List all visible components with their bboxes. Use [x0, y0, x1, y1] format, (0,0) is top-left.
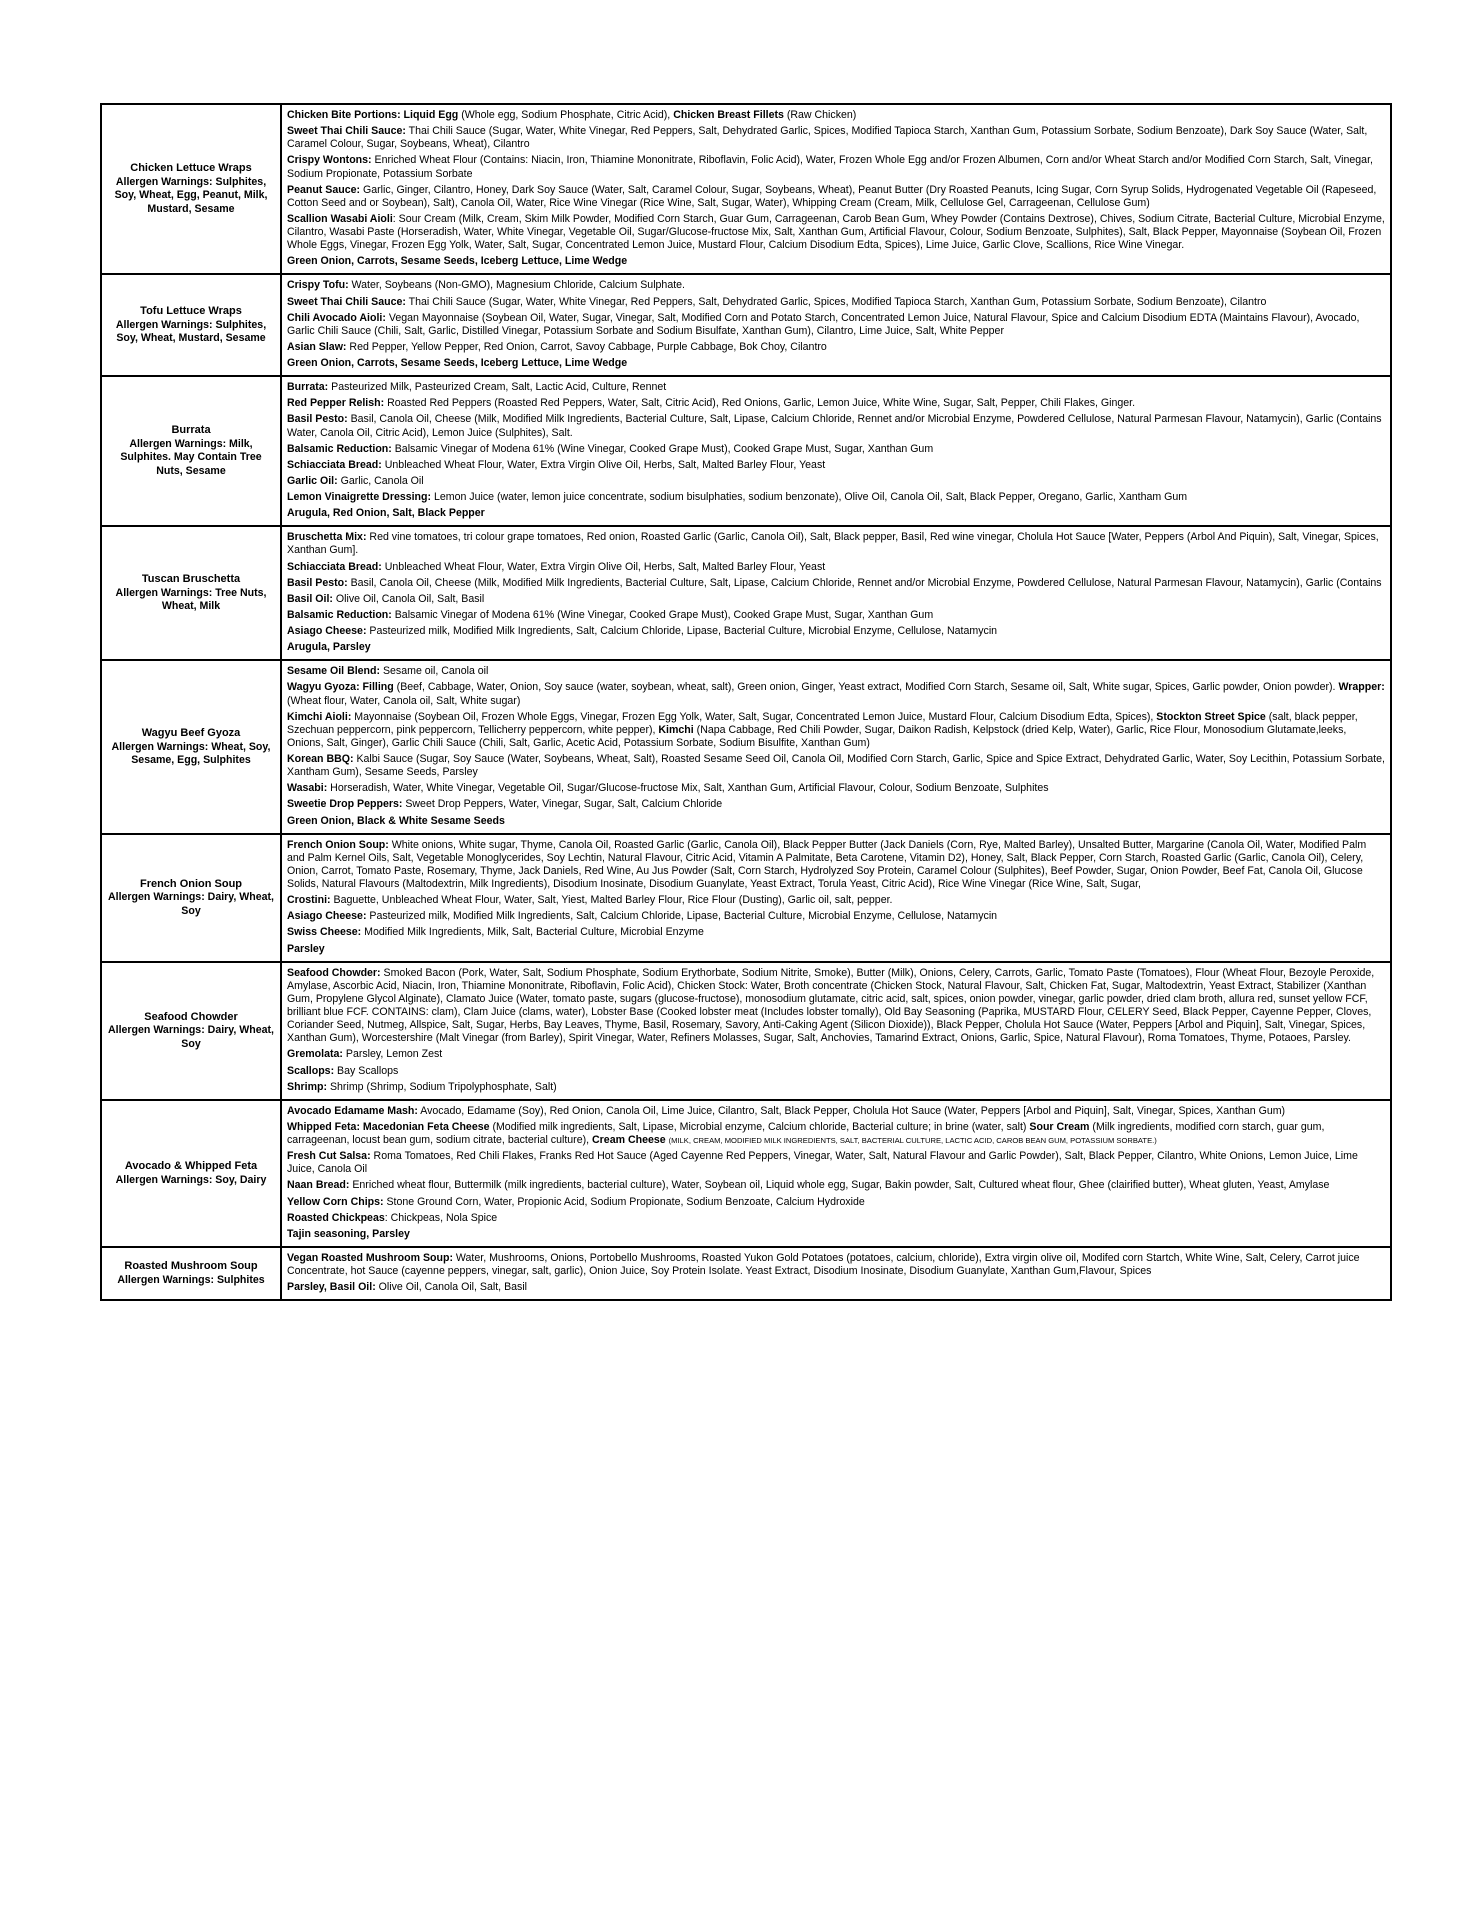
ingredient-label: Asiago Cheese:: [287, 910, 367, 923]
ingredient-label: French Onion Soup:: [287, 838, 389, 851]
ingredient-text: (MILK, CREAM, MODIFIED MILK INGREDIENTS, SALT, BACTERIAL CULTURE, LACTIC ACID, CAROB BEAN GUM, POTASSIUM SORBATE.): [668, 1136, 1157, 1145]
ingredient-entry: [287, 1150, 1385, 1176]
allergen-warnings: Allergen Warnings: Sulphites: [117, 1273, 265, 1286]
ingredients-cell: [281, 834, 1391, 962]
ingredient-entry: [287, 593, 1385, 606]
ingredient-label: Green Onion, Carrots, Sesame Seeds, Iceberg Lettuce, Lime Wedge: [287, 255, 628, 268]
ingredient-text: Balsamic Vinegar of Modena 61% (Wine Vinegar, Cooked Grape Must), Cooked Grape Must, Sugar, Xanthan Gum: [391, 608, 934, 621]
dish-name: Roasted Mushroom Soup: [124, 1260, 258, 1273]
ingredient-label: Seafood Chowder:: [287, 966, 381, 979]
ingredient-label: Sour Cream: [1029, 1120, 1090, 1133]
ingredient-text: Unbleached Wheat Flour, Water, Extra Virgin Olive Oil, Herbs, Salt, Malted Barley Flour, Yeast: [381, 560, 826, 573]
allergen-warnings: Allergen Warnings: Wheat, Soy, Sesame, Egg, Sulphites: [111, 740, 271, 766]
dish-cell: [101, 962, 281, 1100]
ingredient-text: Modified Milk Ingredients, Milk, Salt, Bacterial Culture, Microbial Enzyme: [361, 926, 704, 939]
ingredient-label: Kimchi: [658, 723, 694, 736]
ingredient-entry: [287, 1196, 1385, 1209]
ingredient-entry: [287, 839, 1385, 892]
ingredient-text: Lemon Juice (water, lemon juice concentrate, sodium bisulphaties, sodium benzonate), Olive Oil, Canola Oil, Salt, Black Pepper, Oregano, Garlic, Xantham Gum: [431, 491, 1188, 503]
ingredient-entry: [287, 1121, 1385, 1147]
ingredient-label: Crispy Tofu:: [287, 279, 349, 292]
ingredient-text: Stone Ground Corn, Water, Propionic Acid, Sodium Propionate, Sodium Benzoate, Calcium Hydroxide: [383, 1195, 865, 1208]
ingredient-text: Garlic, Ginger, Cilantro, Honey, Dark Soy Sauce (Water, Salt, Caramel Colour, Sugar, Soybeans, Wheat), Peanut Butter (Dry Roasted Peanuts, Icing Sugar, Corn Syrup Solids, Hydrogenated Vegetable Oil (Rapeseed, Cotton Seed and or Soybean), Salt), Canola Oil, Water, Rice Wine Vinegar (Rice Wine, Salt, Sugar, Water), Whipping Cream (Cream, Milk, Cellulose Gel, Carrageenan, Cellulose Gum): [287, 183, 1377, 209]
ingredient-label: Kimchi Aioli:: [287, 710, 352, 723]
ingredient-entry: [287, 443, 1385, 456]
ingredient-text: Water, Mushrooms, Onions, Portobello Mushrooms, Roasted Yukon Gold Potatoes (potatoes, calcium, chloride), Extra virgin olive oil, Modifed corn Startch, White Wine, Salt, Celery, Carrot juice Concentrate, hot Sauce (cayenne peppers, vinegar, salt, garlic), Onion Juice, Soy Protein Isolate. Yeast Extract, Disodium Inosinate, Disodium Guanylate, Xanthan Gum,Flavour, Spices: [287, 1251, 1360, 1277]
ingredient-text: Olive Oil, Canola Oil, Salt, Basil: [375, 1281, 528, 1294]
ingredient-label: Green Onion, Black & White Sesame Seeds: [287, 814, 505, 827]
ingredient-entry: [287, 341, 1385, 354]
ingredient-text: Garlic, Canola Oil: [337, 474, 424, 487]
ingredient-text: : Sour Cream (Milk, Cream, Skim Milk Powder, Modified Corn Starch, Guar Gum, Carrageenan, Carob Bean Gum, Whey Powder (Contains Dextrose), Chives, Sodium Citrate, Bacterial Culture, Microbial Enzyme, Cilantro, Wasabi Paste (Horseradish, Water, White Vinegar, Vegetable Oil, Sugar/Glucose-fructose Mix, Salt, Xanthan Gum, Artificial Flavour, Colour, Sodium Benzoate, Sulphites), Salt, Black Pepper, Mayonnaise (Soybean Oil, Frozen Whole Eggs, Vinegar, Frozen Egg Yolk, Water, Salt, Sugar, Concentrated Lemon Juice, Mustard Flour, Calcium Disodium Edta, Spices), Lime Juice, Garlic Clove, Scallions, Rice Wine Vinegar.: [287, 212, 1385, 252]
dish-name: Burrata: [171, 424, 211, 437]
ingredients-cell: [281, 1247, 1391, 1300]
ingredient-entry: [287, 397, 1385, 410]
ingredient-label: Roasted Chickpeas: [287, 1211, 385, 1224]
ingredient-entry: [287, 609, 1385, 622]
ingredient-entry: [287, 475, 1385, 488]
ingredient-text: (Beef, Cabbage, Water, Onion, Soy sauce (water, soybean, wheat, salt), Green onion, Ginger, Yeast extract, Modified Corn Starch, Sesame oil, Salt, White sugar, Spices, Garlic powder, Onion powder).: [393, 681, 1339, 694]
ingredient-text: (Wheat flour, Water, Canola oil, Salt, White sugar): [287, 694, 521, 707]
ingredient-entry: [287, 154, 1385, 180]
allergen-warnings: Allergen Warnings: Sulphites, Soy, Wheat, Egg, Peanut, Milk, Mustard, Sesame: [114, 176, 268, 215]
ingredient-entry: [287, 296, 1385, 309]
ingredient-entry: [287, 1228, 1385, 1241]
ingredient-entry: [287, 109, 1385, 122]
ingredients-cell: [281, 274, 1391, 376]
ingredient-label: Crispy Wontons:: [287, 154, 372, 167]
ingredient-text: Balsamic Vinegar of Modena 61% (Wine Vinegar, Cooked Grape Must), Cooked Grape Must, Sugar, Xanthan Gum: [391, 442, 934, 455]
ingredient-text: Bay Scallops: [334, 1064, 399, 1077]
ingredient-label: Crostini:: [287, 894, 331, 907]
ingredient-entry: [287, 1065, 1385, 1078]
ingredients-cell: [281, 526, 1391, 660]
allergen-warnings: Allergen Warnings: Soy, Dairy: [115, 1173, 267, 1186]
ingredient-label: Parsley, Basil Oil:: [287, 1281, 376, 1294]
ingredient-entry: [287, 213, 1385, 252]
ingredient-text: Unbleached Wheat Flour, Water, Extra Virgin Olive Oil, Herbs, Salt, Malted Barley Flour, Yeast: [381, 458, 826, 471]
ingredient-label: Gremolata:: [287, 1048, 343, 1061]
ingredient-text: White onions, White sugar, Thyme, Canola Oil, Roasted Garlic (Garlic, Canola Oil), Black Pepper Butter (Jack Daniels (Corn, Rye, Malted Barley), Unsalted Butter, Margarine (Canola Oil, Water, Modified Palm and Palm Kernel Oils, Salt, Vegetable Monoglycerides, Soy Lechtin, Natural Flavour, Citric Acid, Vitamin A Palmitate, Beta Carotene, Vitamin D2), Honey, Salt, Black Pepper, Corn Starch, Roasted Garlic (Garlic, Canola Oil), Celery, Onion, Carrot, Tomato Paste, Rosemary, Thyme, Jack Daniels, Red Wine, Au Jus Powder (Salt, Corn Starch, Hydrolyzed Soy Protein, Caramel Colour (Sulphites), Beef Powder, Sugar, Onion Powder, Beef Fat, Canola Oil, Glucose Solids, Natural Flavours (Maltodextrin, Milk Ingredients), Disodium Inosinate, Disodium Guanylate, Yeast Extract, Torula Yeast, Citric Acid), Rice Wine Vinegar (Rice Wine, Salt, Sugar,: [287, 838, 1367, 890]
ingredient-text: Pasteurized milk, Modified Milk Ingredients, Salt, Calcium Chloride, Lipase, Bacterial Culture, Microbial Enzyme, Cellulose, Natamycin: [366, 625, 998, 637]
dish-name: Tuscan Bruschetta: [141, 573, 241, 586]
ingredient-entry: [287, 413, 1385, 439]
ingredient-label: Garlic Oil:: [287, 474, 338, 487]
ingredient-label: Balsamic Reduction:: [287, 442, 392, 455]
ingredient-label: Swiss Cheese:: [287, 926, 362, 939]
ingredient-entry: [287, 1212, 1385, 1225]
ingredient-text: Thai Chili Sauce (Sugar, Water, White Vinegar, Red Peppers, Salt, Dehydrated Garlic, Spices, Modified Tapioca Starch, Xanthan Gum, Potassium Sorbate, Sodium Benzoate), Cilantro: [405, 295, 1267, 308]
ingredient-entry: [287, 625, 1385, 638]
ingredient-text: Basil, Canola Oil, Cheese (Milk, Modified Milk Ingredients, Bacterial Culture, Salt, Lipase, Calcium Chloride, Rennet and/or Microbial Enzyme, Powdered Cellulose, Natural Parmesan Flavour, Natamycin), Garlic (Contains: [347, 576, 1382, 589]
ingredient-text: (salt, black pepper, Szechuan peppercorn, pink peppercorn, Tellicherry peppercorn, white pepper),: [287, 710, 1358, 736]
ingredient-entry: [287, 1048, 1385, 1061]
ingredient-entry: [287, 798, 1385, 811]
ingredient-entry: [287, 531, 1385, 557]
ingredient-text: : Chickpeas, Nola Spice: [384, 1211, 498, 1224]
table-row: [101, 660, 1391, 833]
ingredient-label: Bruschetta Mix:: [287, 531, 367, 544]
ingredient-entry: [287, 125, 1385, 151]
ingredient-entry: [287, 279, 1385, 292]
ingredient-label: Arugula, Parsley: [287, 641, 371, 654]
ingredient-label: Chicken Bite Portions: Liquid Egg: [287, 109, 459, 121]
ingredient-label: Red Pepper Relish:: [287, 397, 385, 410]
ingredient-label: Parsley: [287, 942, 325, 955]
ingredient-text: Kalbi Sauce (Sugar, Soy Sauce (Water, Soybeans, Wheat, Salt), Roasted Sesame Seed Oil, Canola Oil, Modified Corn Starch, Garlic, Spice and Spice Extract, Dehydrated Garlic, Water, Soy Lecithin, Potassium Sorbate, Xantham Gum), Sesame Seeds, Parsley: [287, 753, 1385, 779]
ingredient-text: Roasted Red Peppers (Roasted Red Peppers, Water, Salt, Citric Acid), Red Onions, Garlic, Lemon Juice, White Wine, Sugar, Salt, Pepper, Chili Flakes, Ginger.: [384, 397, 1136, 410]
ingredient-entry: [287, 1081, 1385, 1094]
allergen-table-body: [101, 104, 1391, 1300]
table-row: [101, 526, 1391, 660]
ingredient-label: Sweet Thai Chili Sauce:: [287, 295, 406, 308]
ingredient-label: Naan Bread:: [287, 1179, 350, 1192]
dish-name: Avocado & Whipped Feta: [124, 1159, 258, 1172]
ingredient-text: Shrimp (Shrimp, Sodium Tripolyphosphate, Salt): [327, 1080, 557, 1093]
ingredient-entry: [287, 641, 1385, 654]
dish-name: Wagyu Beef Gyoza: [141, 726, 241, 739]
ingredient-entry: [287, 665, 1385, 678]
ingredient-label: Whipped Feta: Macedonian Feta Cheese: [287, 1120, 490, 1133]
ingredient-label: Balsamic Reduction:: [287, 608, 392, 621]
table-row: [101, 1100, 1391, 1247]
table-row: [101, 962, 1391, 1100]
ingredient-text: Basil, Canola Oil, Cheese (Milk, Modified Milk Ingredients, Bacterial Culture, Salt, Lipase, Calcium Chloride, Rennet and/or Microbial Enzyme, Powdered Cellulose, Natural Parmesan Flavour, Natamycin), Garlic (Contains Water, Canola Oil, Citric Acid), Lemon Juice (Sulphites), Salt.: [287, 413, 1382, 439]
ingredient-label: Scallion Wasabi Aioli: [287, 212, 393, 225]
allergen-warnings: Allergen Warnings: Tree Nuts, Wheat, Milk: [115, 586, 267, 613]
ingredient-text: (Milk ingredients, modified corn starch, guar gum, carrageenan, locust bean gum, sodium citrate, bacterial culture),: [287, 1120, 1325, 1146]
ingredient-entry: [287, 1179, 1385, 1192]
ingredient-label: Sweetie Drop Peppers:: [287, 798, 403, 811]
ingredient-text: Baguette, Unbleached Wheat Flour, Water, Salt, Yiest, Malted Barley Flour, Rice Flour (Dusting), Garlic oil, salt, pepper.: [330, 894, 893, 907]
dish-cell: [101, 834, 281, 962]
ingredient-text: Smoked Bacon (Pork, Water, Salt, Sodium Phosphate, Sodium Erythorbate, Sodium Nitrite, Smoke), Butter (Milk), Onions, Celery, Carrots, Garlic, Tomato Paste (Tomatoes), Flour (Wheat Flour, Bezoyle Peroxide, Amylase, Ascorbic Acid, Niacin, Iron, Thiamine Mononitrate, Riboflavin, Folic Acid), Chicken Stock: Water, Broth concentrate (Chicken Stock, Natural Flavour, Salt, Chicken Fat, Sugar, Maltodextrin, Yeast Extract, Stabilizer (Xanthan Gum, Propylene Glycol Alginate), Clamato Juice (Water, tomato paste, sugars (glucose-fructose), monosodium glutamate, citric acid, salt, spices, onion powder, vinegar, garlic powder, dried clam broth, allura red, sunset yellow FCF, brilliant blue FCF. CONTAINS: clam), Clam Juice (clams, water), Lobster Base (Cooked lobster meat (Includes lobster tomally), Old Bay Seasoning (Paprika, MUSTARD Flour, CELERY Seed, Black Pepper, Cayenne Pepper, Cloves, Coriander Seed, Nutmeg, Allspice, Salt, Sugar, Herbs, Bay Leaves, Thyme, Basil, Rosemary, Savory, Anti-Caking Agent (Silicon Dioxide)), Black Pepper, Cholula Hot Sauce (Water, Peppers [Arbol and Piquin], Salt, Vinegar, Spices, Xanthan Gum), Worcestershire (Malt Vinegar (from Barley), Spirit Vinegar, Water, Refiners Molasses, Sugar, Salt, Anchovies, Tamarind Extract, Onions, Garlic, Spice, Natural Flavour), Roma Tomatoes, Thyme, Potaoes, Parsley.: [287, 966, 1375, 1045]
ingredient-text: Enriched Wheat Flour (Contains: Niacin, Iron, Thiamine Mononitrate, Riboflavin, Folic Acid), Water, Frozen Whole Egg and/or Frozen Albumen, Corn and/or Wheat Starch and/or Modified Corn Starch, Salt, Vinegar, Sodium Propionate, Potassium Sorbate: [287, 154, 1373, 180]
ingredients-cell: [281, 376, 1391, 526]
ingredient-label: Fresh Cut Salsa:: [287, 1150, 371, 1163]
ingredient-label: Burrata:: [287, 381, 329, 394]
ingredient-label: Basil Pesto:: [287, 576, 348, 589]
ingredient-text: Horseradish, Water, White Vinegar, Vegetable Oil, Sugar/Glucose-fructose Mix, Salt, Xanthan Gum, Artificial Flavour, Colour, Sodium Benzoate, Sulphites: [327, 782, 1049, 795]
ingredient-entry: [287, 711, 1385, 750]
ingredient-text: Red Pepper, Yellow Pepper, Red Onion, Carrot, Savoy Cabbage, Purple Cabbage, Bok Choy, Cilantro: [346, 340, 827, 353]
ingredient-text: Water, Soybeans (Non-GMO), Magnesium Chloride, Calcium Sulphate.: [348, 279, 685, 292]
ingredient-entry: [287, 255, 1385, 268]
dish-cell: [101, 1247, 281, 1300]
table-row: [101, 376, 1391, 526]
ingredient-text: Sesame oil, Canola oil: [380, 665, 489, 678]
ingredient-label: Arugula, Red Onion, Salt, Black Pepper: [287, 507, 485, 520]
ingredient-entry: [287, 561, 1385, 574]
dish-name: Tofu Lettuce Wraps: [140, 305, 242, 318]
ingredient-label: Stockton Street Spice: [1156, 710, 1266, 723]
ingredient-text: Olive Oil, Canola Oil, Salt, Basil: [332, 592, 485, 605]
dish-name: Seafood Chowder: [144, 1010, 238, 1023]
ingredient-label: Basil Oil:: [287, 592, 333, 605]
ingredient-entry: [287, 753, 1385, 779]
dish-name: Chicken Lettuce Wraps: [130, 162, 252, 175]
ingredient-label: Korean BBQ:: [287, 753, 354, 765]
ingredient-text: Mayonnaise (Soybean Oil, Frozen Whole Eggs, Vinegar, Frozen Egg Yolk, Water, Salt, Sugar, Concentrated Lemon Juice, Mustard Flour, Calcium Disodium Edta, Spices),: [351, 710, 1157, 723]
ingredient-entry: [287, 681, 1385, 707]
ingredient-label: Tajin seasoning, Parsley: [287, 1227, 410, 1240]
dish-cell: [101, 104, 281, 274]
ingredient-label: Lemon Vinaigrette Dressing:: [287, 491, 432, 503]
ingredient-label: Yellow Corn Chips:: [287, 1195, 384, 1208]
ingredient-entry: [287, 184, 1385, 210]
ingredient-entry: [287, 381, 1385, 394]
dish-cell: [101, 526, 281, 660]
ingredient-entry: [287, 910, 1385, 923]
dish-cell: [101, 274, 281, 376]
ingredient-label: Chicken Breast Fillets: [673, 109, 784, 121]
ingredient-label: Green Onion, Carrots, Sesame Seeds, Iceberg Lettuce, Lime Wedge: [287, 357, 628, 369]
ingredient-entry: [287, 967, 1385, 1046]
ingredient-entry: [287, 312, 1385, 338]
ingredient-label: Schiacciata Bread:: [287, 458, 382, 471]
ingredient-label: Sweet Thai Chili Sauce:: [287, 125, 406, 138]
ingredient-text: Vegan Mayonnaise (Soybean Oil, Water, Sugar, Vinegar, Salt, Modified Corn and Potato Starch, Concentrated Lemon Juice, Natural Flavour, Spice and Calcium Disodium EDTA (Maintains Flavour), Avocado, Garlic Chili Sauce (Chili, Salt, Garlic, Distilled Vinegar, Potassium Sorbate and Sodium Bisulfate, Xanthan Gum), Cilantro, Lime Juice, Salt, White Pepper: [287, 311, 1360, 337]
table-row: [101, 274, 1391, 376]
ingredient-entry: [287, 1105, 1385, 1118]
ingredient-text: (Whole egg, Sodium Phosphate, Citric Acid),: [458, 109, 674, 121]
ingredient-entry: [287, 894, 1385, 907]
ingredient-text: Avocado, Edamame (Soy), Red Onion, Canola Oil, Lime Juice, Cilantro, Salt, Black Pepper, Cholula Hot Sauce (Water, Peppers [Arbol and Piquin], Salt, Vinegar, Spices, Xanthan Gum): [417, 1104, 1286, 1117]
ingredient-entry: [287, 507, 1385, 520]
dish-cell: [101, 376, 281, 526]
ingredients-cell: [281, 1100, 1391, 1247]
ingredient-label: Vegan Roasted Mushroom Soup:: [287, 1251, 453, 1264]
ingredient-text: (Modified milk ingredients, Salt, Lipase, Microbial enzyme, Calcium chloride, Bacterial culture; in brine (water, salt): [489, 1120, 1030, 1133]
allergen-warnings: Allergen Warnings: Sulphites, Soy, Wheat, Mustard, Sesame: [115, 318, 267, 345]
ingredient-text: Red vine tomatoes, tri colour grape tomatoes, Red onion, Roasted Garlic (Garlic, Canola Oil), Salt, Black pepper, Basil, Red wine vinegar, Cholula Hot Sauce [Water, Peppers (Arbol And Piquin), Salt, Vinegar, Spices, Xanthan Gum].: [287, 531, 1379, 557]
ingredient-label: Shrimp:: [287, 1080, 328, 1093]
ingredient-text: Thai Chili Sauce (Sugar, Water, White Vinegar, Red Peppers, Salt, Dehydrated Garlic, Spices, Modified Tapioca Starch, Xanthan Gum, Potassium Sorbate, Sodium Benzoate), Dark Soy Sauce (Water, Salt, Caramel Colour, Sugar, Soybeans, Wheat), Cilantro: [287, 125, 1368, 151]
ingredient-label: Asian Slaw:: [287, 340, 347, 353]
ingredient-label: Scallops:: [287, 1064, 335, 1077]
ingredient-text: Roma Tomatoes, Red Chili Flakes, Franks Red Hot Sauce (Aged Cayenne Red Peppers, Vinegar, Water, Salt, Natural Flavour and Garlic Powder), Salt, Black Pepper, Cilantro, White Onions, Lemon Juice, Lime Juice, Canola Oil: [287, 1150, 1358, 1176]
ingredient-label: Sesame Oil Blend:: [287, 665, 381, 678]
dish-cell: [101, 1100, 281, 1247]
ingredient-text: Parsley, Lemon Zest: [342, 1048, 443, 1061]
ingredient-text: Sweet Drop Peppers, Water, Vinegar, Sugar, Salt, Calcium Chloride: [402, 798, 723, 811]
ingredient-text: Pasteurized milk, Modified Milk Ingredients, Salt, Calcium Chloride, Lipase, Bacterial Culture, Microbial Enzyme, Cellulose, Natamycin: [366, 910, 998, 923]
ingredient-entry: [287, 459, 1385, 472]
dish-name: French Onion Soup: [139, 877, 243, 890]
dish-cell: [101, 660, 281, 833]
ingredient-label: Avocado Edamame Mash:: [287, 1104, 418, 1117]
ingredient-text: Pasteurized Milk, Pasteurized Cream, Salt, Lactic Acid, Culture, Rennet: [328, 381, 667, 394]
allergen-warnings: Allergen Warnings: Dairy, Wheat, Soy: [108, 1024, 274, 1050]
ingredient-entry: [287, 782, 1385, 795]
ingredient-entry: [287, 1281, 1385, 1294]
ingredient-text: (Raw Chicken): [783, 109, 857, 121]
ingredient-entry: [287, 926, 1385, 939]
allergen-warnings: Allergen Warnings: Dairy, Wheat, Soy: [108, 891, 274, 917]
ingredient-label: Basil Pesto:: [287, 413, 348, 426]
ingredient-label: Wrapper:: [1338, 681, 1385, 694]
ingredient-label: Chili Avocado Aioli:: [287, 311, 386, 324]
ingredient-text: Enriched wheat flour, Buttermilk (milk ingredients, bacterial culture), Water, Soybean oil, Liquid whole egg, Sugar, Bakin powder, Salt, Cultured wheat flour, Ghee (clairified butter), Wheat gluten, Yeast, Amylase: [349, 1179, 1330, 1192]
ingredient-label: Asiago Cheese:: [287, 625, 367, 637]
table-row: [101, 104, 1391, 274]
ingredient-entry: [287, 943, 1385, 956]
allergen-warnings: Allergen Warnings: Milk, Sulphites. May Contain Tree Nuts, Sesame: [120, 438, 262, 477]
ingredient-entry: [287, 815, 1385, 828]
ingredient-entry: [287, 491, 1385, 504]
ingredient-label: Cream Cheese: [592, 1134, 666, 1146]
table-row: [101, 1247, 1391, 1300]
ingredient-entry: [287, 357, 1385, 370]
ingredient-text: (Napa Cabbage, Red Chili Powder, Sugar, Daikon Radish, Kelpstock (dried Kelp, Water), Garlic, Rice Flour, Monosodium Glutamate,leeks, Onions, Salt, Ginger), Garlic Chili Sauce (Chili, Salt, Garlic, Acetic Acid, Potassium Sorbate, Sodium Bisulfite, Xanthan Gum): [287, 723, 1347, 749]
ingredient-entry: [287, 577, 1385, 590]
allergen-ingredient-table: [100, 103, 1392, 1301]
ingredients-cell: [281, 104, 1391, 274]
ingredients-cell: [281, 660, 1391, 833]
ingredient-label: Wagyu Gyoza: Filling: [287, 681, 394, 694]
ingredient-label: Peanut Sauce:: [287, 183, 361, 196]
ingredient-label: Schiacciata Bread:: [287, 560, 382, 573]
ingredients-cell: [281, 962, 1391, 1100]
table-row: [101, 834, 1391, 962]
ingredient-entry: [287, 1252, 1385, 1278]
ingredient-label: Wasabi:: [287, 782, 328, 795]
